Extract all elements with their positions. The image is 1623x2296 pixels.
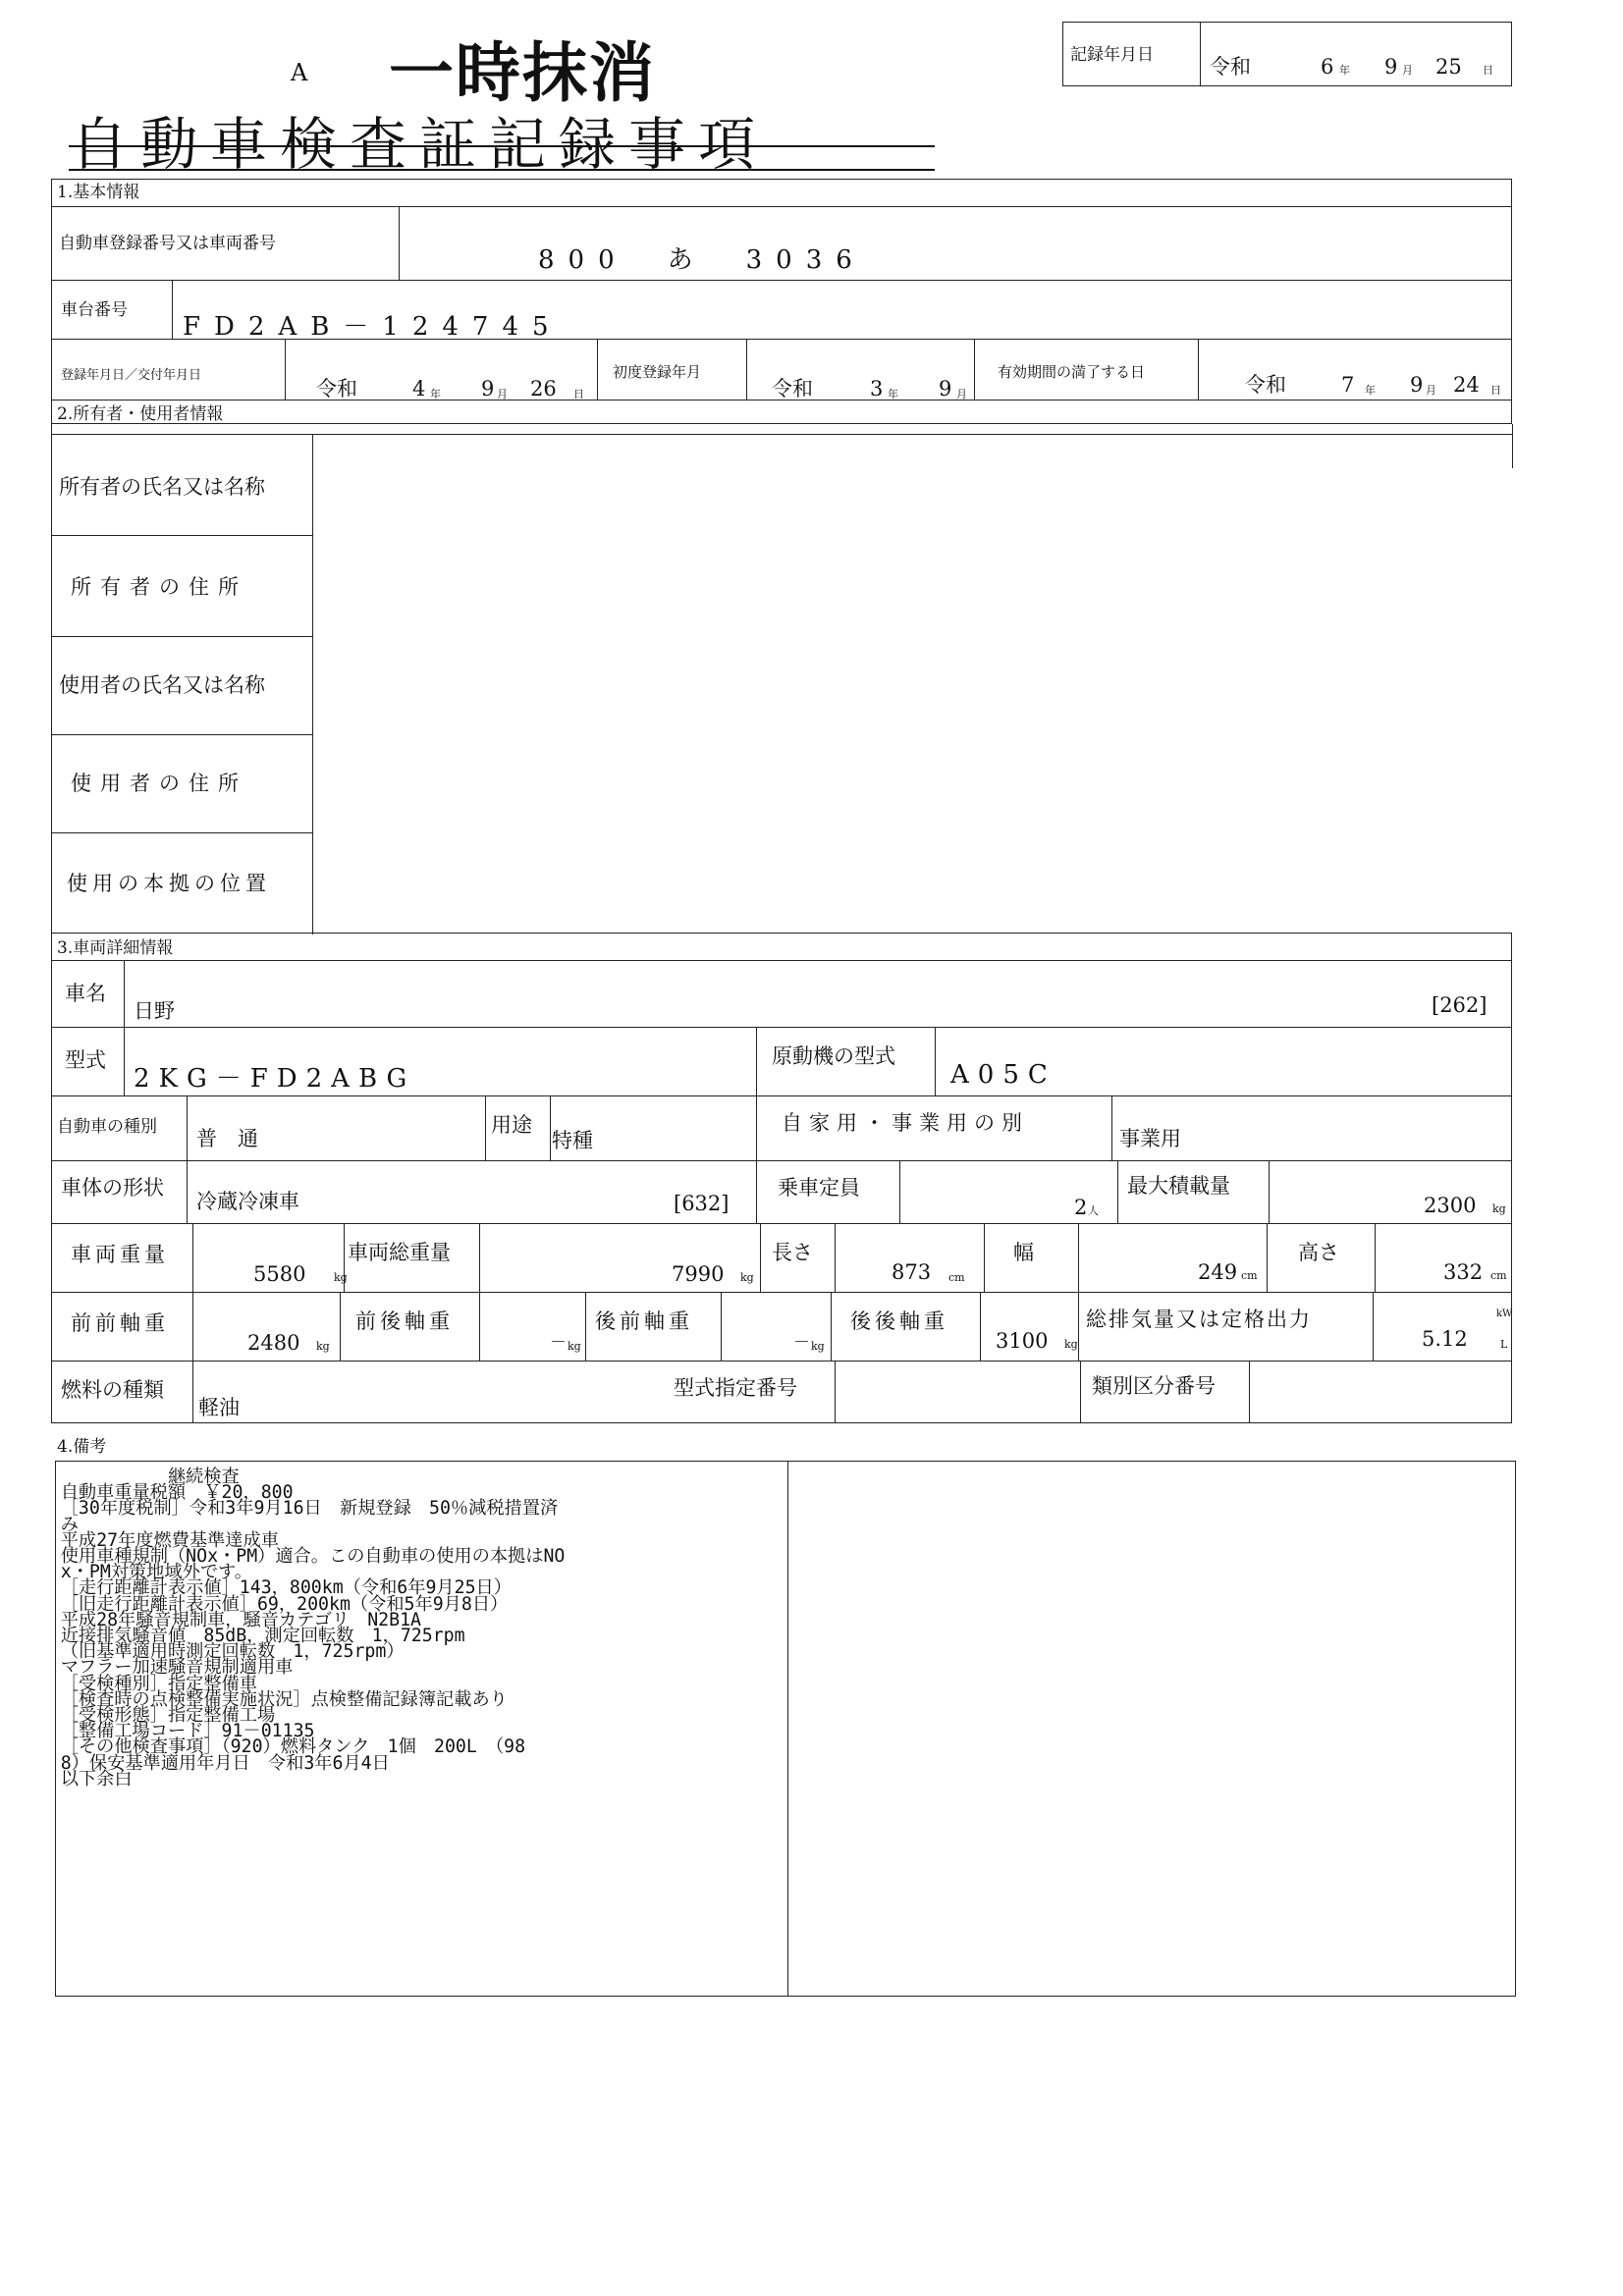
width-value: 249 [1198,1260,1238,1284]
divider [51,280,1512,281]
rear-front-axle-label: 後前軸重 [595,1309,693,1333]
divider [1375,1223,1376,1292]
base-location-label: 使用の本拠の位置 [67,872,271,895]
remarks-line: （旧基準適用時測定回転数 1，725rpm） [60,1641,405,1663]
fuel-type-label: 燃料の種類 [61,1378,164,1402]
remarks-column-divider [787,1461,788,1997]
divider [984,1223,985,1292]
divider [192,1223,193,1292]
unit-l: L [1500,1338,1508,1351]
vehicle-weight-label: 車両重量 [71,1243,169,1266]
divider [1249,1361,1250,1423]
unit-kg: kg [568,1340,581,1353]
first-reg-label: 初度登録年月 [613,363,702,381]
capacity-label: 乗車定員 [778,1176,860,1200]
unit-day: 日 [1490,384,1501,397]
divider [192,1292,193,1361]
divider [479,1223,480,1292]
divider [51,734,312,735]
remarks-text [61,1469,781,1788]
divider [187,1095,188,1160]
unit-kg: kg [1064,1338,1078,1351]
divider [756,1095,757,1160]
rear-rear-axle-value: 3100 [996,1329,1049,1353]
record-date-day: 25 [1435,55,1462,79]
divider [479,1292,480,1361]
remarks-line: 継続検査 [60,1467,240,1487]
unit-kg: kg [740,1271,754,1284]
vehicle-kind-value: 普 通 [196,1127,258,1150]
unit-year: 年 [888,388,898,400]
remarks-line: ［受検形態］指定整備工場 [60,1705,276,1727]
body-shape-value: 冷蔵冷凍車 [196,1190,299,1213]
divider [899,1160,900,1223]
section-basic-title: 1.基本情報 [57,183,140,202]
chassis-number-value: FD2AB－124745 [183,312,563,342]
divider [756,1027,757,1095]
unit-kg: kg [811,1340,825,1353]
fuel-type-value: 軽油 [198,1396,240,1419]
gross-weight-label: 車両総重量 [348,1241,451,1264]
expiry-era: 令和 [1245,373,1286,397]
unit-month: 月 [1426,384,1436,397]
divider [835,1223,836,1292]
divider [192,1361,193,1423]
unit-kg: kg [316,1340,330,1353]
record-date-era: 令和 [1210,55,1251,79]
unit-cm: cm [948,1271,965,1284]
reg-date-year: 4 [412,377,426,400]
length-label: 長さ [772,1241,813,1264]
unit-cm: cm [1241,1269,1258,1282]
front-front-axle-value: 2480 [247,1331,300,1355]
divider [760,1223,761,1292]
max-load-value: 2300 [1424,1194,1477,1217]
divider [935,1027,936,1095]
divider [585,1292,586,1361]
section-remarks-title: 4.備考 [57,1437,107,1457]
divider [721,1292,722,1361]
displacement-value: 5.12 [1422,1327,1468,1351]
unit-year: 年 [1339,64,1350,77]
divider [51,1160,1512,1161]
height-label: 高さ [1298,1241,1339,1264]
divider [1200,22,1201,86]
divider [312,434,313,934]
purpose-label: 自家用・事業用の別 [782,1111,1029,1135]
rear-rear-axle-label: 後後軸重 [850,1309,948,1333]
divider [51,1027,1512,1028]
length-value: 873 [892,1260,932,1284]
divider [485,1095,486,1160]
divider [51,424,52,934]
mark-a: A [291,59,308,86]
unit-day: 日 [1483,64,1493,77]
divider [1373,1292,1374,1361]
height-value: 332 [1443,1260,1484,1284]
vehicle-name-code: [262] [1432,993,1488,1017]
divider [399,206,400,280]
divider [756,1160,757,1223]
unit-month: 月 [497,388,508,400]
body-shape-label: 車体の形状 [61,1176,164,1200]
vehicle-kind-label: 自動車の種別 [57,1117,157,1137]
remarks-line: マフラー加速騒音規制適用車 [60,1657,294,1679]
reg-number-value: 800 あ 3036 [538,245,866,275]
divider [340,1292,341,1361]
first-reg-month: 9 [939,377,952,400]
document-title: 自動車検査証記録事項 [71,111,769,178]
divider [1111,1095,1112,1160]
unit-person: 人 [1088,1204,1099,1217]
remarks-line: 平成27年度燃費基準達成車 [60,1529,279,1551]
divider [1078,1223,1079,1292]
user-name-label: 使用者の氏名又は名称 [59,673,265,697]
divider [187,1160,188,1223]
record-date-month: 9 [1384,55,1398,79]
unit-kg: kg [1492,1202,1506,1215]
remarks-line: 平成28年騒音規制車，騒音カテゴリ N2B1A [60,1609,422,1630]
divider [51,636,312,637]
body-shape-code: [632] [674,1192,730,1215]
remarks-line: 使用車種規制（NOx・PM）適合。この自動車の使用の本拠はNO [60,1546,566,1568]
class-number-label: 類別区分番号 [1092,1374,1216,1398]
first-reg-era: 令和 [772,377,813,400]
expiry-label: 有効期間の満了する日 [998,363,1146,381]
divider [51,1095,1512,1096]
record-date-year: 6 [1321,55,1334,79]
vehicle-name-label: 車名 [65,982,106,1005]
owner-name-label: 所有者の氏名又は名称 [59,475,265,499]
divider [51,434,1512,435]
unit-cm: cm [1490,1269,1507,1282]
vehicle-weight-value: 5580 [253,1262,306,1286]
remarks-line: ［走行距離計表示値］143，800km（令和6年9月25日） [60,1577,512,1599]
divider [51,206,1512,207]
unit-kg: kg [334,1271,348,1284]
divider [1269,1160,1270,1223]
gross-weight-value: 7990 [672,1262,725,1286]
remarks-line: ［その他検査事項］（920）燃料タンク 1個 200L （98 [60,1736,526,1758]
divider [51,960,1512,961]
front-rear-axle-value: － [550,1333,567,1353]
divider [51,1223,1512,1224]
record-date-label: 記録年月日 [1070,45,1154,65]
capacity-value: 2 [1074,1196,1088,1219]
unit-year: 年 [1365,384,1376,397]
remarks-line: 自動車重量税額 ￥20，800 [60,1482,294,1504]
divider [285,339,286,400]
displacement-label: 総排気量又は定格出力 [1086,1308,1312,1331]
remarks-line: ［旧走行距離計表示値］69，200km（令和5年9月8日） [60,1593,509,1615]
divider [51,535,312,536]
owner-address-label: 所有者の住所 [71,575,247,599]
model-value: 2KG－FD2ABG [134,1064,416,1094]
reg-date-era: 令和 [316,377,357,400]
unit-kw: kW [1496,1308,1513,1319]
front-front-axle-label: 前前軸重 [71,1311,169,1335]
chassis-number-label: 車台番号 [61,300,128,320]
remarks-line: ［30年度税制］令和3年9月16日 新規登録 50％減税措置済 [60,1498,559,1520]
unit-day: 日 [573,388,584,400]
remarks-line: ［整備工場コード］91－01135 [60,1721,315,1742]
unit-month: 月 [1402,64,1413,77]
divider [597,339,598,400]
section-vehicle-title: 3.車両詳細情報 [57,938,174,958]
unit-month: 月 [956,388,967,400]
first-reg-year: 3 [870,377,884,400]
title-underline [69,169,935,171]
remarks-line: 以下余白 [60,1768,133,1789]
divider [974,339,975,400]
divider [550,1095,551,1160]
remarks-line: 近接排気騒音値 85dB，測定回転数 1，725rpm [60,1626,465,1647]
divider [124,1027,125,1095]
remarks-line: x・PM対策地域外です。 [60,1562,252,1583]
reg-number-label: 自動車登録番号又は車両番号 [59,234,276,253]
front-rear-axle-label: 前後軸重 [355,1309,454,1333]
divider [1080,1361,1081,1423]
divider [51,1361,1512,1362]
model-label: 型式 [65,1048,106,1072]
expiry-month: 9 [1410,373,1424,397]
type-designation-label: 型式指定番号 [674,1376,797,1400]
stamp-temporary-deregistration: 一時抹消 [389,35,656,111]
divider [746,339,747,400]
reg-date-label: 登録年月日／交付年月日 [61,368,202,383]
divider [1267,1223,1268,1292]
divider [124,960,125,1027]
divider [980,1292,981,1361]
use-label: 用途 [491,1113,532,1137]
remarks-line: み [60,1514,79,1535]
divider [51,832,312,833]
title-strikethrough [69,145,935,147]
use-value: 特種 [552,1129,593,1152]
divider [835,1361,836,1423]
divider [831,1292,832,1361]
reg-date-day: 26 [530,377,557,400]
divider [51,1292,1512,1293]
divider [1078,1292,1079,1361]
divider [172,280,173,339]
vehicle-name-value: 日野 [134,999,175,1023]
remarks-line: ［受検種別］指定整備車 [60,1673,257,1694]
max-load-label: 最大積載量 [1127,1174,1230,1198]
remarks-line: 8）保安基準適用年月日 令和3年6月4日 [60,1752,390,1774]
expiry-year: 7 [1341,373,1355,397]
divider [1117,1160,1118,1223]
engine-model-value: A05C [950,1060,1056,1090]
user-address-label: 使用者の住所 [71,772,247,795]
engine-model-label: 原動機の型式 [772,1044,895,1068]
expiry-day: 24 [1453,373,1480,397]
divider [1198,339,1199,400]
section-owner-title: 2.所有者・使用者情報 [57,404,224,424]
width-label: 幅 [1013,1241,1034,1264]
unit-year: 年 [430,388,441,400]
purpose-value: 事業用 [1119,1127,1181,1150]
rear-front-axle-value: － [793,1333,810,1353]
reg-date-month: 9 [481,377,495,400]
divider [1512,424,1513,468]
remarks-line: ［検査時の点検整備実施状況］点検整備記録簿記載あり [60,1688,508,1710]
